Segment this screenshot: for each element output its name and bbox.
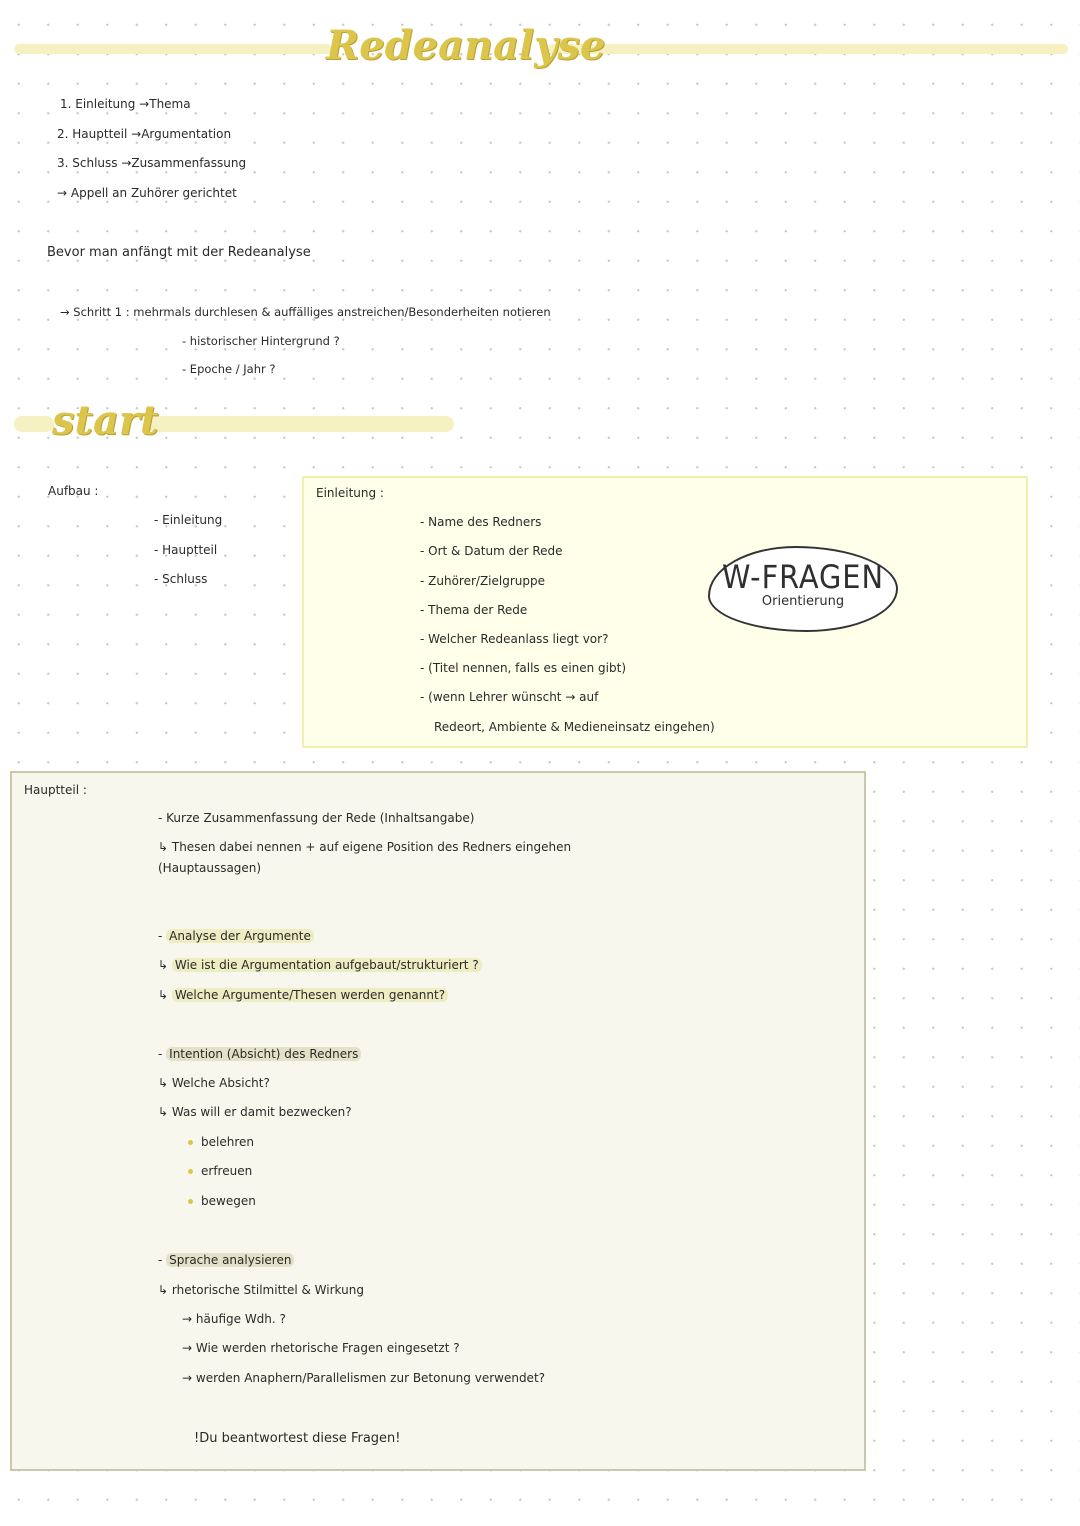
aufbau-label: Aufbau :	[48, 484, 99, 498]
before-heading: Bevor man anfängt mit der Redeanalyse	[47, 245, 311, 260]
einleitung-item-6: - (Titel nennen, falls es einen gibt)	[420, 661, 627, 675]
bullet-dot-icon	[188, 1199, 193, 1204]
sprache-q2-row: → Wie werden rhetorische Fragen eingesetzt ?	[182, 1341, 460, 1355]
sprache-q3: werden Anaphern/Parallelismen zur Betonung verwendet?	[195, 1371, 546, 1385]
bullet-dot-icon	[188, 1140, 193, 1145]
einleitung-item-3: - Zuhörer/Zielgruppe	[420, 574, 545, 588]
start-band-left	[14, 416, 54, 432]
w-fragen-cloud	[708, 546, 898, 632]
sprache-sub: rhetorische Stilmittel & Wirkung	[171, 1283, 364, 1297]
closing-note: !Du beantwortest diese Fragen!	[194, 1431, 401, 1446]
einleitung-item-5: - Welcher Redeanlass liegt vor?	[420, 632, 609, 646]
intention-bullet-1: belehren	[188, 1135, 254, 1149]
einleitung-box	[302, 476, 1028, 748]
intro-item-2: 2. Hauptteil →Argumentation	[57, 127, 232, 141]
w-fragen-title: W-FRAGEN	[722, 558, 884, 596]
argumente-head-row: - Analyse der Argumente	[158, 929, 314, 943]
sprache-q1: häufige Wdh. ?	[195, 1312, 286, 1326]
bullet-dot-icon	[188, 1169, 193, 1174]
sprache-q2: Wie werden rhetorische Fragen eingesetzt ?	[195, 1341, 460, 1355]
aufbau-item-1: - Einleitung	[154, 513, 223, 527]
einleitung-item-8: Redeort, Ambiente & Medieneinsatz eingehen)	[434, 720, 715, 734]
summary-line-3: (Hauptaussagen)	[158, 861, 262, 875]
einleitung-item-4: - Thema der Rede	[420, 603, 528, 617]
argumente-q2-row: ↳ Welche Argumente/Thesen werden genannt?	[158, 988, 448, 1002]
hauptteil-label: Hauptteil :	[24, 783, 87, 797]
einleitung-label: Einleitung :	[316, 486, 384, 500]
intention-bullet-3: bewegen	[188, 1194, 256, 1208]
aufbau-item-2: - Hauptteil	[154, 543, 218, 557]
einleitung-item-7: - (wenn Lehrer wünscht → auf	[420, 690, 599, 704]
einleitung-item-2: - Ort & Datum der Rede	[420, 544, 563, 558]
argumente-q2: Welche Argumente/Thesen werden genannt?	[172, 988, 448, 1002]
intro-item-3: 3. Schluss →Zusammenfassung	[57, 156, 247, 170]
argumente-q1-row: ↳ Wie ist die Argumentation aufgebaut/strukturiert ?	[158, 958, 482, 972]
intention-bullet-2: erfreuen	[188, 1164, 252, 1178]
sprache-head-row: - Sprache analysieren	[158, 1253, 294, 1267]
sprache-q1-row: → häufige Wdh. ?	[182, 1312, 286, 1326]
intention-q1-row: ↳ Welche Absicht?	[158, 1076, 270, 1090]
summary-line-1: - Kurze Zusammenfassung der Rede (Inhaltsangabe)	[158, 811, 475, 825]
intention-head: Intention (Absicht) des Redners	[166, 1047, 361, 1061]
aufbau-item-3: - Schluss	[154, 572, 208, 586]
intention-q2-row: ↳ Was will er damit bezwecken?	[158, 1105, 352, 1119]
intention-q1: Welche Absicht?	[171, 1076, 270, 1090]
before-sub-2: - Epoche / Jahr ?	[182, 362, 276, 376]
before-sub-1: - historischer Hintergrund ?	[182, 334, 340, 348]
w-fragen-subtitle: Orientierung	[761, 594, 845, 609]
start-label: start	[52, 397, 159, 444]
title-band-left	[14, 44, 332, 54]
sprache-sub-row: ↳ rhetorische Stilmittel & Wirkung	[158, 1283, 364, 1297]
einleitung-item-1: - Name des Redners	[420, 515, 542, 529]
start-band-right	[146, 416, 454, 432]
intro-item-4: → Appell an Zuhörer gerichtet	[57, 186, 237, 200]
title-band-right	[548, 44, 1068, 54]
argumente-q1: Wie ist die Argumentation aufgebaut/strukturiert ?	[172, 958, 482, 972]
argumente-head: Analyse der Argumente	[166, 929, 314, 943]
sprache-q3-row: → werden Anaphern/Parallelismen zur Betonung verwendet?	[182, 1371, 546, 1385]
page-title: Redeanalyse	[326, 22, 606, 69]
sprache-head: Sprache analysieren	[166, 1253, 294, 1267]
intro-item-1: 1. Einleitung →Thema	[60, 97, 191, 111]
intention-q2: Was will er damit bezwecken?	[171, 1105, 352, 1119]
before-step: → Schritt 1 : mehrmals durchlesen & auffälliges anstreichen/Besonderheiten notieren	[60, 305, 551, 319]
intention-head-row: - Intention (Absicht) des Redners	[158, 1047, 361, 1061]
summary-line-2: ↳ Thesen dabei nennen + auf eigene Position des Redners eingehen	[158, 840, 572, 854]
hauptteil-box	[10, 771, 866, 1471]
